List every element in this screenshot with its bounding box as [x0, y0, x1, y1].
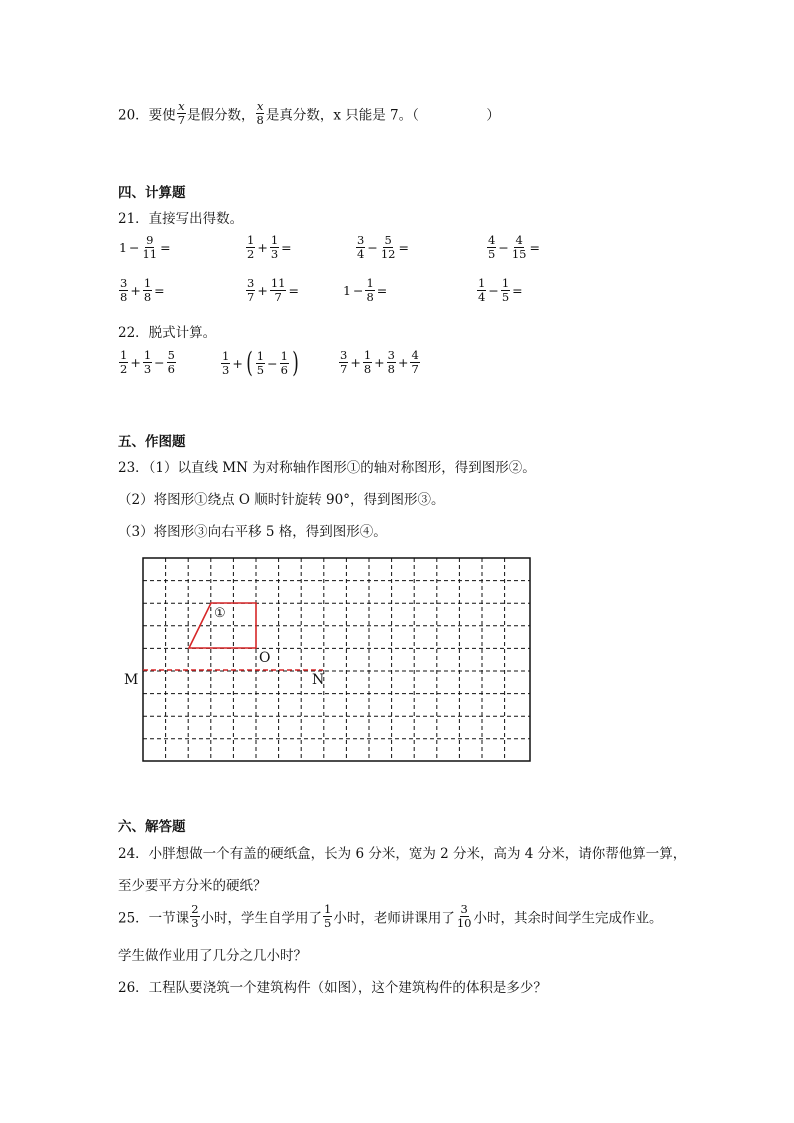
q22-expr-2: $\frac{1}{3}$ + ( $\frac{1}{5}$ − $\frac{1}{6}$ ) — [222, 346, 299, 379]
grid-figure — [118, 556, 538, 766]
q20-fraction-2: $\frac{x}{8}$ — [256, 99, 264, 127]
question-20 — [118, 100, 500, 127]
grid-lines — [143, 558, 530, 761]
question-23-line-2: （2）将图形①绕点 O 顺时针旋转 90°，得到图形③。 — [118, 492, 445, 508]
q21-item-1: 1 − $\frac{9}{11}$ = — [119, 233, 171, 261]
grid-border — [143, 558, 530, 761]
q22-expr-1: $\frac{1}{2}$ + $\frac{1}{3}$ − $\frac{5}{6}$ — [120, 348, 175, 376]
q21-item-2: $\frac{1}{2}$ + $\frac{1}{3}$ = — [247, 233, 292, 261]
section-6-title: 六、解答题 — [118, 819, 186, 835]
q21-item-4: $\frac{4}{5}$ − $\frac{4}{15}$ = — [488, 233, 540, 261]
point-o-label: O — [259, 650, 271, 666]
section-5-title: 五、作图题 — [118, 434, 186, 450]
q21-item-5: $\frac{3}{8}$ + $\frac{1}{8}$ = — [120, 276, 165, 304]
q21-item-6: $\frac{3}{7}$ + $\frac{11}{7}$ = — [247, 276, 299, 304]
q21-item-3: $\frac{3}{4}$ − $\frac{5}{12}$ = — [357, 233, 409, 261]
question-25-line-2: 学生做作业用了几分之几小时？ — [118, 948, 307, 964]
question-24-line-1: 24．小胖想做一个有盖的硬纸盒，长为 6 分米，宽为 2 分米，高为 4 分米，请你帮他算一算， — [118, 846, 687, 862]
question-22-text: 22．脱式计算。 — [118, 325, 217, 341]
label-m: M — [124, 672, 139, 688]
label-n: N — [312, 672, 325, 688]
q20-text-pre: 20．要使 — [118, 107, 176, 124]
question-23-line-1: 23．（1）以直线 MN 为对称轴作图形①的轴对称图形，得到图形②。 — [118, 460, 536, 476]
question-25-line-1: 25．一节课 $\frac{2}{3}$ 小时，学生自学用了 $\frac{1}{5}$ 小时，老师讲课用了 $\frac{3}{10}$ 小时，其余时间学生完成作业。 — [118, 902, 663, 930]
q20-text-mid: 是假分数， — [187, 107, 255, 124]
q21-item-7: 1 − $\frac{1}{8}$ = — [343, 276, 388, 304]
grid-svg — [118, 556, 538, 766]
question-21-text: 21．直接写出得数。 — [118, 211, 244, 227]
q22-expr-3: $\frac{3}{7}$ + $\frac{1}{8}$ + $\frac{3}{8}$ + $\frac{4}{7}$ — [340, 348, 419, 376]
question-23-line-3: （3）将图形③向右平移 5 格，得到图形④。 — [118, 524, 387, 540]
q21-item-8: $\frac{1}{4}$ − $\frac{1}{5}$ = — [478, 276, 523, 304]
shape-1-label: ① — [214, 606, 226, 621]
q20-text-post: 是真分数，x 只能是 7。（ ） — [265, 107, 500, 124]
question-26-text: 26．工程队要浇筑一个建筑构件（如图），这个建筑构件的体积是多少？ — [118, 980, 547, 996]
q20-fraction-1: $\frac{x}{7}$ — [177, 99, 186, 127]
section-4-title: 四、计算题 — [118, 185, 186, 201]
question-24-line-2: 至少要平方分米的硬纸？ — [118, 878, 267, 894]
